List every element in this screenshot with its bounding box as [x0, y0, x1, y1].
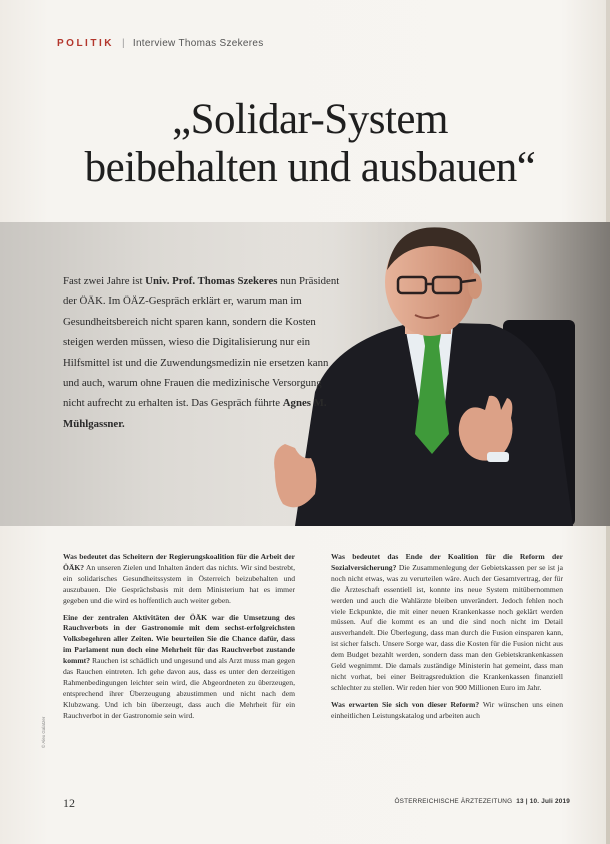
answer: Wir wünschen uns einen einheitlichen Leistungskatalog und arbeiten auch: [331, 699, 563, 720]
lead-intro: Fast zwei Jahre ist: [63, 275, 146, 287]
issue-date: 13 | 10. Juli 2019: [516, 798, 570, 805]
lead-body: nun Präsident der ÖÄK. Im ÖÄZ-Gespräch erklärt er, warum man im Gesundheitsbereich nicht sparen kann, sondern die Kosten steigen werden müssen, wieso die Digitalisierung nur ein Hilfsmittel ist und die Zuwendungsmedizin nie ersetzen kann und auch, warum ohne Frauen die medizinische Versorgung nicht aufrecht zu erhalten ist. Das Gespräch führte: [63, 275, 340, 410]
shirt-cuff: [487, 452, 509, 462]
qa-block: [331, 700, 563, 722]
answer: Die Zusammenlegung der Gebietskassen per se ist ja noch nicht etwas, was zu verurteilen wäre. Auch der Gesamtvertrag, der für die Ärzteschaft essentiell ist, konnte ins neue System mitübernommen werden und auch die Wahlärzte bleiben unverändert. Jedoch fehlen noch viele Eckpunkte, die mit einer neuen Krankenkasse noch geklärt werden müssen. Auf die kommt es an und die sind noch nicht im Detail ausverhandelt. Die Überlegung, dass man durch die Fusion einsparen kann, ist sicher falsch. Unsere Sorge war, dass die Kosten für die Fusion nicht aus dem Budget bezahlt werden, sondern dass man den Gebietskrankenkassen Geld wegnimmt. Die damals zuständige Ministerin hat gemeint, dass man nicht vorhat, bei einer Beitragsreduktion die Krankenkassen finanziell schlechter zu stellen. Wir reden hier von 900 Millionen Euro im Jahr.: [331, 562, 563, 692]
headline-line-2: beibehalten und ausbauen“: [84, 144, 536, 191]
question: Was bedeutet das Scheitern der Regierungskoalition für die Arbeit der ÖÄK?: [63, 552, 295, 572]
publication-footer: [394, 798, 570, 805]
answer: Rauchen ist schädlich und ungesund und als Arzt muss man gegen das Rauchen eintreten. Ich gehe davon aus, dass es unter den derzeitigen Rahmenbedingungen leichter sein wird, die Abgeordneten zu überzeugen, entsprechend ihrer Überzeugung abzustimmen und nicht nach dem Klubzwang. Und ich bin überzeugt, dass auch die Mehrheit für ein Rauchverbot in der Gastronomie sein wird.: [63, 656, 295, 720]
kicker: [57, 38, 264, 49]
publication-name: ÖSTERREICHISCHE ÄRZTEZEITUNG: [394, 798, 513, 805]
qa-block: [63, 613, 295, 722]
headline: [40, 96, 580, 192]
page-number: 12: [63, 796, 75, 810]
interviewer-name: Agnes M. Mühlgassner.: [63, 397, 327, 430]
lead-paragraph: [63, 271, 341, 434]
ear: [468, 273, 482, 299]
interviewee-name: Univ. Prof. Thomas Szekeres: [145, 275, 278, 287]
question: Was erwarten Sie sich von dieser Reform?: [331, 699, 480, 709]
text-column-right: [331, 552, 563, 728]
question: Eine der zentralen Aktivitäten der ÖÄK war die Umsetzung des Rauchverbots in der Gastronomie mit dem sechst-erfolgreichsten Volksbegehren aller Zeiten. Wie beurteilen Sie die Chance dafür, dass im Parlament nun doch eine Mehrheit für das Rauchverbot zustande kommt?: [63, 612, 295, 666]
photo-credit: © Alex Galatzer: [41, 716, 46, 748]
section-label: POLITIK: [57, 38, 114, 49]
kicker-divider: |: [121, 38, 125, 49]
headline-line-1: „Solidar-System: [172, 96, 448, 143]
qa-block: [63, 552, 295, 607]
qa-block: [331, 552, 563, 694]
topic-label: Interview Thomas Szekeres: [132, 38, 264, 49]
answer: An unseren Zielen und Inhalten ändert das nichts. Wir sind bestrebt, ein solidarisches Gesundheitssystem in Österreich beizubehalten und auszubauen. Die Gesprächsbasis mit dem Ministerium hat es immer gegeben und die wird es hoffentlich auch weiter geben.: [63, 562, 295, 605]
text-column-left: [63, 552, 295, 728]
question: Was bedeutet das Ende der Koalition für die Reform der Sozialversicherung?: [331, 552, 563, 572]
